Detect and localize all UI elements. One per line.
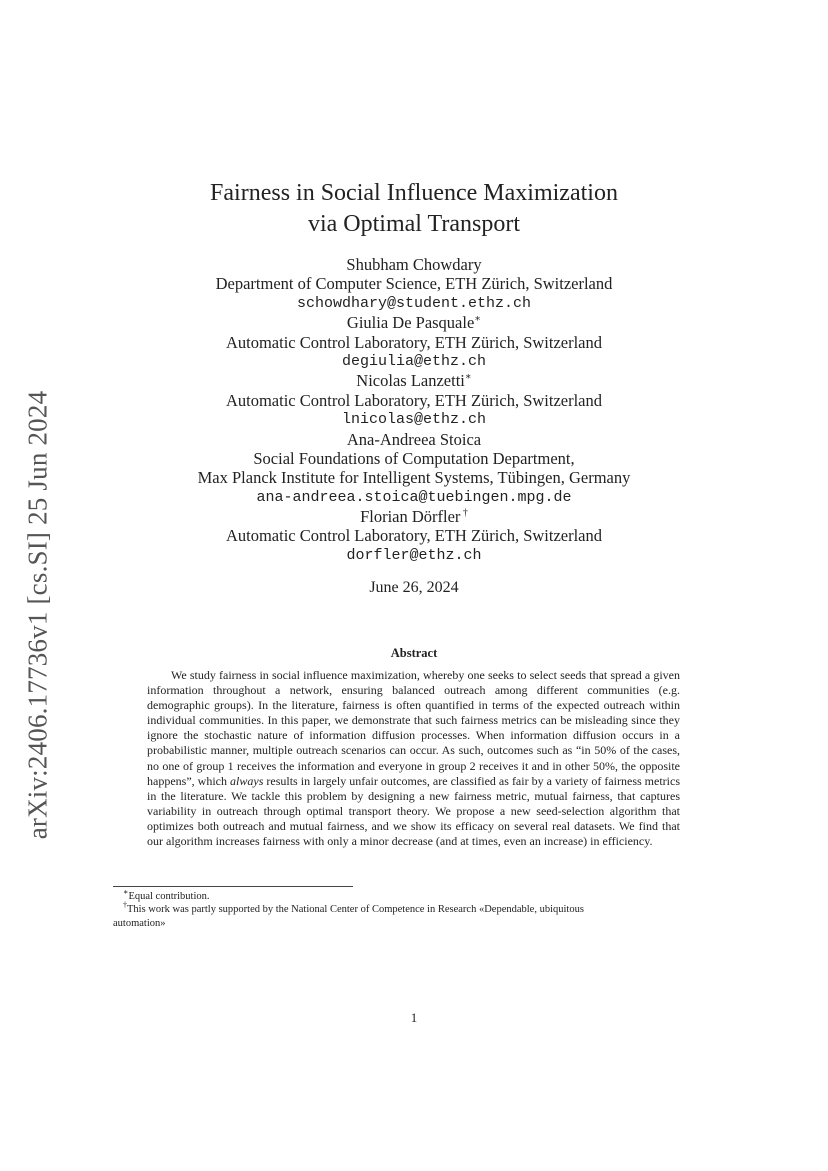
title-line-1: Fairness in Social Influence Maximization bbox=[210, 180, 618, 206]
abstract-emphasis: always bbox=[230, 773, 264, 788]
author-affiliation: Department of Computer Science, ETH Zürich, Switzerland bbox=[215, 274, 613, 294]
footnote-divider bbox=[113, 886, 353, 887]
author-name: Giulia De Pasquale∗ bbox=[346, 313, 482, 333]
paper-title bbox=[0, 178, 828, 240]
arxiv-identifier: arXiv:2406.17736v1 [cs.SI] 25 Jun 2024 bbox=[22, 390, 53, 840]
paper-date: June 26, 2024 bbox=[369, 579, 459, 596]
author-affiliation: Automatic Control Laboratory, ETH Zürich, Switzerland bbox=[225, 332, 603, 352]
author-email[interactable]: ana-andreea.stoica@tuebingen.mpg.de bbox=[256, 488, 572, 506]
title-line-2: via Optimal Transport bbox=[307, 211, 520, 237]
author-name: Ana-Andreea Stoica bbox=[346, 429, 482, 449]
footnote-equal-contribution: ∗Equal contribution. bbox=[123, 887, 210, 902]
author-block bbox=[0, 255, 828, 565]
author-email[interactable]: lnicolas@ethz.ch bbox=[341, 411, 487, 429]
footnote-funding-continued: automation» bbox=[113, 917, 166, 929]
author-affiliation: Automatic Control Laboratory, ETH Zürich, Switzerland bbox=[225, 390, 603, 410]
abstract-heading: Abstract bbox=[390, 646, 438, 660]
author-email[interactable]: schowdhary@student.ethz.ch bbox=[296, 294, 532, 312]
author-affiliation: Max Planck Institute for Intelligent Systems, Tübingen, Germany bbox=[197, 468, 631, 488]
author-affiliation: Automatic Control Laboratory, ETH Zürich, Switzerland bbox=[225, 526, 603, 546]
page-number: 1 bbox=[410, 1010, 418, 1025]
footnotes bbox=[113, 887, 718, 930]
author-email[interactable]: degiulia@ethz.ch bbox=[341, 352, 487, 370]
abstract-text: We study fairness in social influence maximization, whereby one seeks to select seeds that spread a given information throughout a network, ensuring balanced outreach among different communities (e.g. demographic groups). In the literature, fairness is often quantified in terms of the expected outreach within individual communities. In this paper, we demonstrate that such fairness metrics can be misleading since they ignore the stochastic nature of information diffusion processes. When information diffusion occurs in a probabilistic manner, multiple outreach scenarios can occur. As such, outcomes such as “in 50% of the cases, no one of group 1 receives the information and everyone in group 2 receives it and in other 50%, the opposite happens”, which always results in largely unfair outcomes, are classified as fair by a variety of fairness metrics in the literature. We tackle this problem by designing a new fairness metric, mutual fairness, that captures variability in outreach through optimal transport theory. We propose a new seed-selection algorithm that optimizes both outreach and mutual fairness, and we show its efficacy on several real datasets. We find that our algorithm increases fairness with only a minor decrease (and at times, even an increase) in efficiency. bbox=[147, 668, 681, 849]
author-name: Shubham Chowdary bbox=[346, 255, 482, 274]
author-email[interactable]: dorfler@ethz.ch bbox=[346, 546, 482, 564]
author-name: Florian Dörfler † bbox=[360, 507, 468, 527]
author-name: Nicolas Lanzetti∗ bbox=[356, 371, 472, 391]
author-affiliation: Social Foundations of Computation Department, bbox=[253, 448, 575, 468]
footnote-funding: †This work was partly supported by the National Center of Competence in Research «Dependable, ubiquitous bbox=[123, 900, 584, 916]
